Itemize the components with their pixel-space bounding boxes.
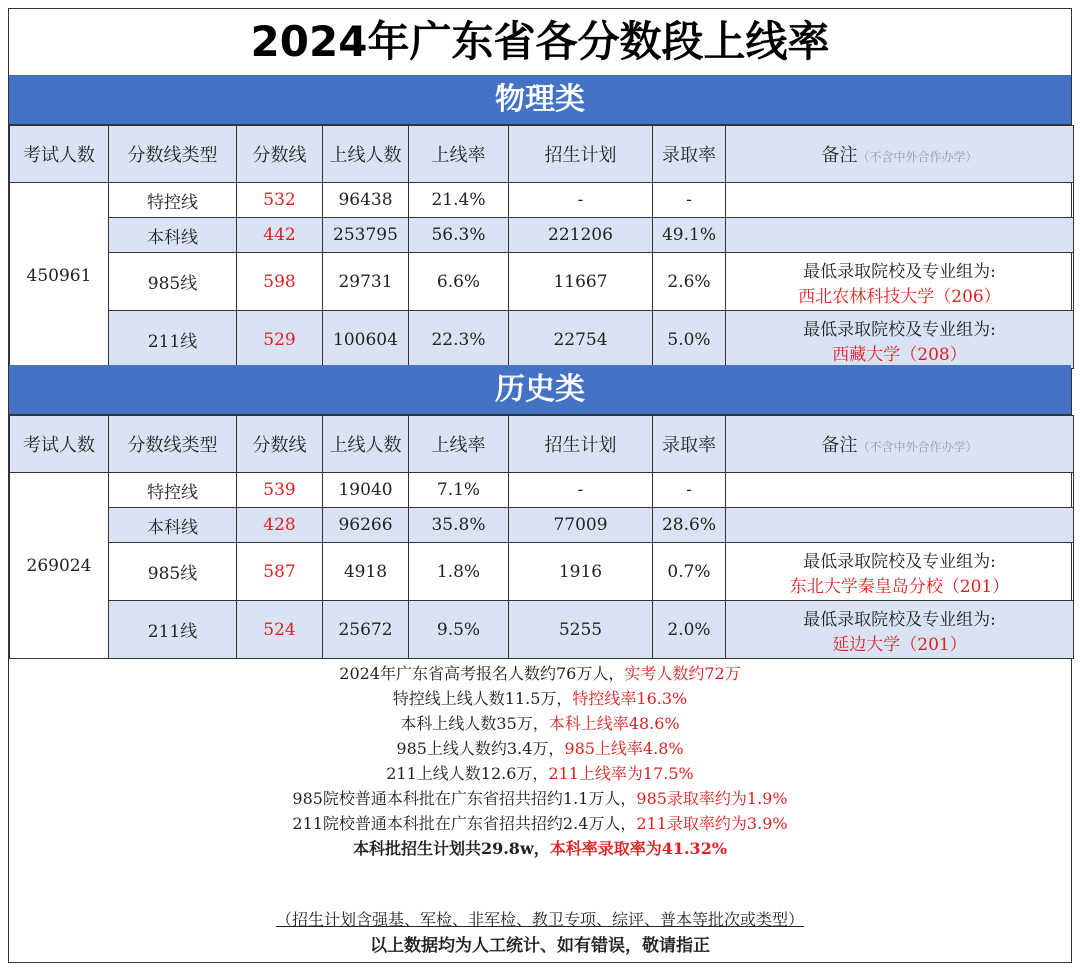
table-row <box>10 543 1074 601</box>
score-cell: 442 <box>237 218 323 253</box>
plan-cell: 22754 <box>509 311 653 369</box>
note-line <box>9 711 1071 736</box>
header-plan: 招生计划 <box>509 126 653 183</box>
footer-disclaimer: 以上数据均为人工统计、如有错误，敬请指正 <box>370 936 710 956</box>
rate-cell: 1.8% <box>409 543 509 601</box>
header-remark <box>726 126 1074 183</box>
table-row <box>10 183 1074 218</box>
note-highlight: 本科上线率48.6% <box>548 714 680 733</box>
header-score: 分数线 <box>237 416 323 473</box>
header-remark-label: 备注 <box>821 435 858 456</box>
footer-note-text: （招生计划含强基、军检、非军检、教卫专项、综评、普本等批次或类型） <box>275 910 804 929</box>
note-highlight: 实考人数约72万 <box>624 664 741 683</box>
note-highlight: 211录取率约为3.9% <box>636 814 788 833</box>
rate-cell: 9.5% <box>409 601 509 659</box>
table-row <box>10 508 1074 543</box>
remark-cell <box>726 311 1074 369</box>
line-type-cell: 985线 <box>109 253 237 311</box>
header-examinees: 考试人数 <box>10 416 109 473</box>
rate-cell: 7.1% <box>409 473 509 508</box>
remark-school: 东北大学秦皇岛分校（201） <box>789 576 1010 597</box>
remark-label: 最低录取院校及专业组为: <box>803 319 996 340</box>
note-text: 本科批招生计划共29.8w， <box>352 839 550 858</box>
score-cell: 598 <box>237 253 323 311</box>
count-cell: 25672 <box>323 601 409 659</box>
note-text: 985院校普通本科批在广东省招共招约1.1万人， <box>292 789 637 808</box>
note-line <box>9 811 1071 836</box>
count-cell: 19040 <box>323 473 409 508</box>
header-score: 分数线 <box>237 126 323 183</box>
remark-label: 最低录取院校及专业组为: <box>803 551 996 572</box>
admit-cell: 49.1% <box>653 218 726 253</box>
note-text: 本科上线人数35万， <box>400 714 549 733</box>
table-header-row <box>10 126 1074 183</box>
note-text: 特控线上线人数11.5万， <box>392 689 573 708</box>
count-cell: 4918 <box>323 543 409 601</box>
remark-cell <box>726 543 1074 601</box>
remark-cell <box>726 218 1074 253</box>
section-title-history: 历史类 <box>9 365 1071 415</box>
table-row <box>10 473 1074 508</box>
note-highlight: 985录取率约为1.9% <box>636 789 788 808</box>
page-title: 2024年广东省各分数段上线率 <box>9 9 1071 76</box>
summary-notes <box>9 661 1071 861</box>
remark-school: 西藏大学（208） <box>832 344 967 365</box>
remark-label: 最低录取院校及专业组为: <box>803 261 996 282</box>
note-text: 211上线人数12.6万， <box>386 764 549 783</box>
rate-cell: 6.6% <box>409 253 509 311</box>
examinees-cell: 269024 <box>10 473 109 659</box>
line-type-cell: 211线 <box>109 601 237 659</box>
header-remark-label: 备注 <box>821 145 858 166</box>
header-rate: 上线率 <box>409 416 509 473</box>
line-type-cell: 985线 <box>109 543 237 601</box>
admit-cell: 0.7% <box>653 543 726 601</box>
header-admit-rate: 录取率 <box>653 416 726 473</box>
header-remark <box>726 416 1074 473</box>
score-cell: 428 <box>237 508 323 543</box>
admit-cell: - <box>653 473 726 508</box>
note-line <box>9 661 1071 686</box>
table-row <box>10 218 1074 253</box>
header-line-type: 分数线类型 <box>109 126 237 183</box>
admit-cell: 5.0% <box>653 311 726 369</box>
note-highlight: 985上线率4.8% <box>564 739 684 758</box>
count-cell: 96438 <box>323 183 409 218</box>
rate-cell: 35.8% <box>409 508 509 543</box>
note-line <box>9 786 1071 811</box>
note-line <box>9 836 1071 861</box>
plan-cell: 221206 <box>509 218 653 253</box>
rate-cell: 21.4% <box>409 183 509 218</box>
header-count: 上线人数 <box>323 126 409 183</box>
count-cell: 253795 <box>323 218 409 253</box>
header-rate: 上线率 <box>409 126 509 183</box>
remark-cell <box>726 183 1074 218</box>
line-type-cell: 特控线 <box>109 183 237 218</box>
admit-cell: 28.6% <box>653 508 726 543</box>
plan-cell: - <box>509 473 653 508</box>
table-row <box>10 601 1074 659</box>
history-table <box>9 415 1074 659</box>
remark-school: 延边大学（201） <box>832 634 967 655</box>
header-remark-note: （不含中外合作办学） <box>857 440 978 454</box>
footer-note <box>9 907 1071 930</box>
header-examinees: 考试人数 <box>10 126 109 183</box>
count-cell: 100604 <box>323 311 409 369</box>
remark-cell <box>726 473 1074 508</box>
count-cell: 96266 <box>323 508 409 543</box>
section-title-physics: 物理类 <box>9 75 1071 125</box>
header-plan: 招生计划 <box>509 416 653 473</box>
plan-cell: - <box>509 183 653 218</box>
note-text: 211院校普通本科批在广东省招共招约2.4万人， <box>292 814 637 833</box>
line-type-cell: 本科线 <box>109 508 237 543</box>
remark-label: 最低录取院校及专业组为: <box>803 609 996 630</box>
line-type-cell: 特控线 <box>109 473 237 508</box>
examinees-cell: 450961 <box>10 183 109 369</box>
remark-school: 西北农林科技大学（206） <box>798 286 1001 307</box>
score-cell: 524 <box>237 601 323 659</box>
header-line-type: 分数线类型 <box>109 416 237 473</box>
plan-cell: 1916 <box>509 543 653 601</box>
table-row <box>10 253 1074 311</box>
line-type-cell: 211线 <box>109 311 237 369</box>
remark-cell <box>726 508 1074 543</box>
score-cell: 587 <box>237 543 323 601</box>
note-highlight: 211上线率为17.5% <box>548 764 694 783</box>
admit-cell: 2.0% <box>653 601 726 659</box>
document-frame <box>8 8 1072 963</box>
score-cell: 539 <box>237 473 323 508</box>
remark-cell <box>726 601 1074 659</box>
header-remark-note: （不含中外合作办学） <box>857 150 978 164</box>
plan-cell: 11667 <box>509 253 653 311</box>
line-type-cell: 本科线 <box>109 218 237 253</box>
table-row <box>10 311 1074 369</box>
note-highlight: 特控线率16.3% <box>572 689 688 708</box>
note-line <box>9 761 1071 786</box>
note-line <box>9 686 1071 711</box>
count-cell: 29731 <box>323 253 409 311</box>
score-cell: 529 <box>237 311 323 369</box>
header-count: 上线人数 <box>323 416 409 473</box>
rate-cell: 22.3% <box>409 311 509 369</box>
header-admit-rate: 录取率 <box>653 126 726 183</box>
note-text: 985上线人数约3.4万， <box>396 739 565 758</box>
rate-cell: 56.3% <box>409 218 509 253</box>
score-cell: 532 <box>237 183 323 218</box>
note-line <box>9 736 1071 761</box>
admit-cell: 2.6% <box>653 253 726 311</box>
admit-cell: - <box>653 183 726 218</box>
plan-cell: 5255 <box>509 601 653 659</box>
table-header-row <box>10 416 1074 473</box>
note-text: 2024年广东省高考报名人数约76万人， <box>339 664 625 683</box>
plan-cell: 77009 <box>509 508 653 543</box>
note-highlight: 本科率录取率为41.32% <box>549 839 728 858</box>
remark-cell <box>726 253 1074 311</box>
physics-table <box>9 125 1074 369</box>
